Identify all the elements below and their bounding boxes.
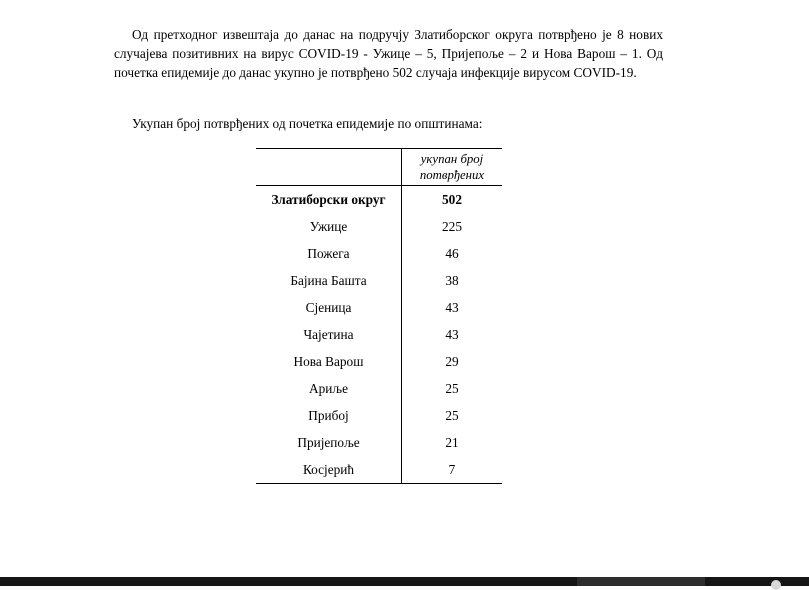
table-header [256, 149, 502, 186]
municipality-count: 25 [402, 402, 503, 429]
municipality-count: 46 [402, 240, 503, 267]
table-header-row [256, 149, 502, 186]
municipality-name: Пожега [307, 245, 350, 261]
municipality-name: Косјерић [256, 456, 402, 484]
table-row [256, 267, 502, 294]
municipality-name: Пријепоље [297, 434, 360, 450]
cases-by-municipality-table [256, 148, 502, 484]
municipality-name: Ариље [309, 380, 348, 396]
circle-icon[interactable] [771, 580, 781, 590]
table-row [256, 456, 502, 484]
district-name: Златиборски округ [271, 191, 386, 207]
table-row [256, 429, 502, 456]
municipality-count: 225 [402, 213, 503, 240]
municipality-count: 7 [402, 456, 503, 484]
table-row [256, 240, 502, 267]
table-row-total [256, 186, 502, 214]
header-count-cell: укупан број потврђених [402, 149, 503, 186]
table-row [256, 321, 502, 348]
table-row [256, 348, 502, 375]
table-row [256, 375, 502, 402]
table-row [256, 402, 502, 429]
municipality-name: Бајина Башта [290, 272, 367, 288]
taskbar [0, 577, 809, 586]
taskbar-segment [577, 577, 705, 586]
header-name-cell [256, 149, 402, 186]
municipality-name: Ужице [309, 218, 348, 234]
district-count: 502 [402, 186, 503, 214]
municipality-name: Сјеница [305, 299, 352, 315]
municipality-name: Прибој [308, 407, 349, 423]
municipality-name: Чајетина [303, 326, 354, 342]
table-caption: Укупан број потврђених од почетка епидемије по општинама: [132, 116, 483, 131]
table-row [256, 294, 502, 321]
municipality-name: Нова Варош [293, 353, 364, 369]
municipality-count: 25 [402, 375, 503, 402]
table-body [256, 186, 502, 484]
municipality-count: 21 [402, 429, 503, 456]
municipality-count: 38 [402, 267, 503, 294]
municipality-count: 29 [402, 348, 503, 375]
municipality-count: 43 [402, 321, 503, 348]
intro-paragraph: Од претходног извештаја до данас на подручју Златиборског округа потврђено је 8 нових случајева позитивних на вирус COVID-19 - Ужице – 5, Пријепоље – 2 и Нова Варош – 1. Од почетка епидемије до данас укупно је потврђено 502 случаја инфекције вирусом COVID-19. [114, 27, 663, 80]
municipality-count: 43 [402, 294, 503, 321]
table-row [256, 213, 502, 240]
